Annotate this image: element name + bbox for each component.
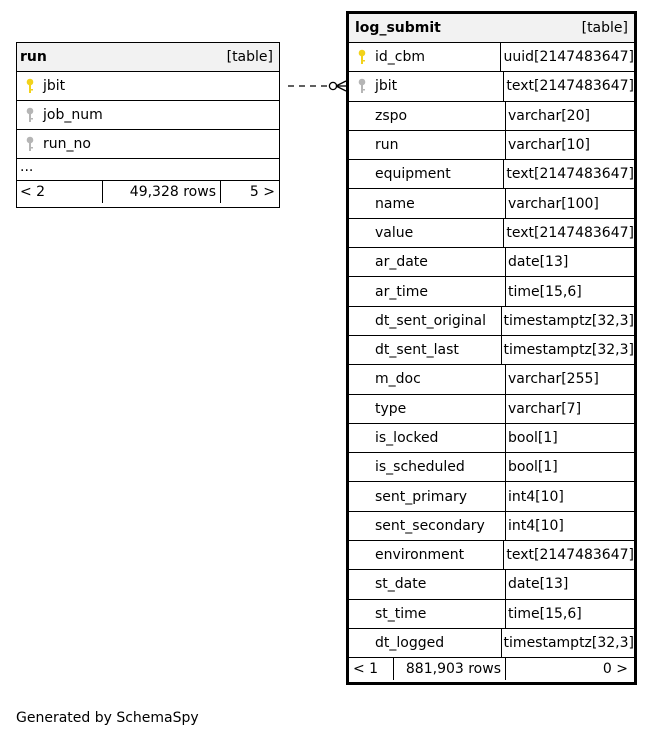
column-name-cell bbox=[349, 512, 506, 540]
column-name-cell bbox=[349, 72, 504, 100]
column-type: varchar[7] bbox=[508, 400, 582, 417]
column-name: ar_date bbox=[375, 254, 428, 271]
column-type: date[13] bbox=[508, 254, 569, 271]
column-type: int4[10] bbox=[508, 488, 564, 505]
log-submit-table-header[interactable] bbox=[349, 14, 634, 43]
primary-key-icon bbox=[26, 78, 34, 94]
column-name-cell bbox=[349, 570, 506, 598]
column-name: type bbox=[375, 400, 407, 417]
column-name-cell bbox=[349, 248, 506, 276]
key-icon bbox=[26, 107, 34, 123]
column-row[interactable] bbox=[17, 130, 279, 159]
column-name-cell bbox=[349, 424, 506, 452]
column-row[interactable] bbox=[349, 512, 634, 541]
primary-key-icon bbox=[358, 49, 366, 65]
column-type: date[13] bbox=[508, 576, 569, 593]
column-type: varchar[10] bbox=[508, 137, 590, 154]
parents-count[interactable]: < 2 bbox=[17, 181, 103, 203]
column-name-cell bbox=[17, 101, 279, 129]
more-columns-ellipsis: ... bbox=[17, 159, 279, 181]
column-type: varchar[20] bbox=[508, 107, 590, 124]
column-row[interactable] bbox=[349, 570, 634, 599]
column-name-cell bbox=[349, 336, 502, 364]
column-name-cell bbox=[349, 629, 502, 657]
run-column-list bbox=[17, 72, 279, 159]
column-type: varchar[100] bbox=[508, 195, 599, 212]
column-name: m_doc bbox=[375, 371, 421, 388]
column-row[interactable] bbox=[349, 131, 634, 160]
relationship-crowfoot-lower bbox=[336, 86, 346, 91]
log-submit-table-footer bbox=[349, 658, 634, 680]
column-name: zspo bbox=[375, 107, 408, 124]
column-row[interactable] bbox=[349, 248, 634, 277]
column-name: dt_logged bbox=[375, 635, 445, 652]
column-type: timestamptz[32,3] bbox=[503, 342, 634, 359]
column-type: time[15,6] bbox=[508, 605, 582, 622]
log-submit-column-list bbox=[349, 43, 634, 658]
run-table-header[interactable] bbox=[17, 43, 279, 72]
column-row[interactable] bbox=[349, 541, 634, 570]
column-name: equipment bbox=[375, 166, 451, 183]
column-type: text[2147483647] bbox=[506, 547, 634, 564]
column-name-cell bbox=[349, 102, 506, 130]
column-name: dt_sent_original bbox=[375, 312, 486, 329]
column-name: is_scheduled bbox=[375, 459, 465, 476]
column-name-cell bbox=[349, 131, 506, 159]
column-name-cell bbox=[349, 277, 506, 305]
log-submit-table[interactable] bbox=[346, 11, 637, 685]
column-row[interactable] bbox=[349, 219, 634, 248]
column-name: id_cbm bbox=[375, 49, 425, 66]
table-name: log_submit bbox=[355, 20, 441, 36]
column-name: sent_primary bbox=[375, 488, 468, 505]
column-type: bool[1] bbox=[508, 459, 558, 476]
column-row[interactable] bbox=[349, 336, 634, 365]
column-name: run bbox=[375, 137, 399, 154]
column-name: is_locked bbox=[375, 430, 439, 446]
column-name-cell bbox=[17, 130, 279, 158]
column-name: value bbox=[375, 224, 414, 241]
column-row[interactable] bbox=[349, 277, 634, 306]
column-row[interactable] bbox=[349, 453, 634, 482]
column-name: name bbox=[375, 195, 415, 212]
column-row[interactable] bbox=[349, 160, 634, 189]
run-table-footer bbox=[17, 181, 279, 203]
column-name-cell bbox=[349, 219, 504, 247]
column-row[interactable] bbox=[349, 307, 634, 336]
column-row[interactable] bbox=[349, 102, 634, 131]
column-row[interactable] bbox=[349, 72, 634, 101]
column-name: sent_secondary bbox=[375, 517, 485, 534]
row-count: 881,903 rows bbox=[394, 658, 506, 680]
column-name-cell bbox=[349, 160, 504, 188]
column-name: environment bbox=[375, 547, 465, 564]
parents-count[interactable]: < 1 bbox=[349, 658, 394, 680]
column-type: timestamptz[32,3] bbox=[503, 312, 634, 329]
column-name: jbit bbox=[375, 78, 398, 95]
column-name: jbit bbox=[43, 78, 66, 94]
column-row[interactable] bbox=[349, 629, 634, 658]
relationship-optional-circle bbox=[329, 82, 336, 89]
column-row[interactable] bbox=[349, 395, 634, 424]
children-count[interactable]: 0 > bbox=[602, 661, 628, 678]
column-type: text[2147483647] bbox=[506, 78, 634, 95]
row-count: 49,328 rows bbox=[103, 181, 221, 203]
column-row[interactable] bbox=[17, 72, 279, 101]
column-name-cell bbox=[349, 365, 506, 393]
key-icon bbox=[26, 136, 34, 152]
column-name: st_time bbox=[375, 605, 427, 622]
table-kind: [table] bbox=[581, 20, 628, 36]
column-row[interactable] bbox=[349, 424, 634, 453]
column-name-cell bbox=[17, 72, 279, 100]
column-name-cell bbox=[349, 453, 506, 481]
column-name-cell bbox=[349, 189, 506, 217]
column-name: dt_sent_last bbox=[375, 342, 459, 359]
column-name-cell bbox=[349, 307, 502, 335]
children-count[interactable]: 5 > bbox=[249, 184, 275, 200]
column-name: run_no bbox=[43, 136, 91, 152]
column-type: varchar[255] bbox=[508, 371, 599, 388]
column-type: timestamptz[32,3] bbox=[503, 635, 634, 652]
table-name: run bbox=[20, 49, 47, 65]
key-icon bbox=[358, 78, 366, 94]
column-row[interactable] bbox=[349, 189, 634, 218]
column-type: text[2147483647] bbox=[506, 166, 634, 183]
column-name: job_num bbox=[43, 107, 103, 123]
column-type: int4[10] bbox=[508, 517, 564, 534]
relationship-crowfoot-upper bbox=[336, 81, 346, 86]
table-kind: [table] bbox=[226, 49, 273, 65]
generated-by-label: Generated by SchemaSpy bbox=[16, 710, 199, 726]
column-name: st_date bbox=[375, 576, 427, 593]
column-type: bool[1] bbox=[508, 430, 558, 446]
column-name: ar_time bbox=[375, 283, 428, 300]
column-type: time[15,6] bbox=[508, 283, 582, 300]
column-type: uuid[2147483647] bbox=[503, 49, 634, 66]
run-table[interactable] bbox=[16, 42, 280, 208]
column-row[interactable] bbox=[17, 101, 279, 130]
column-name-cell bbox=[349, 541, 504, 569]
column-name-cell bbox=[349, 395, 506, 423]
column-row[interactable] bbox=[349, 365, 634, 394]
column-row[interactable] bbox=[349, 600, 634, 629]
column-row[interactable] bbox=[349, 482, 634, 511]
column-name-cell bbox=[349, 600, 506, 628]
column-type: text[2147483647] bbox=[506, 224, 634, 241]
column-name-cell bbox=[349, 43, 501, 71]
column-row[interactable] bbox=[349, 43, 634, 72]
column-name-cell bbox=[349, 482, 506, 510]
